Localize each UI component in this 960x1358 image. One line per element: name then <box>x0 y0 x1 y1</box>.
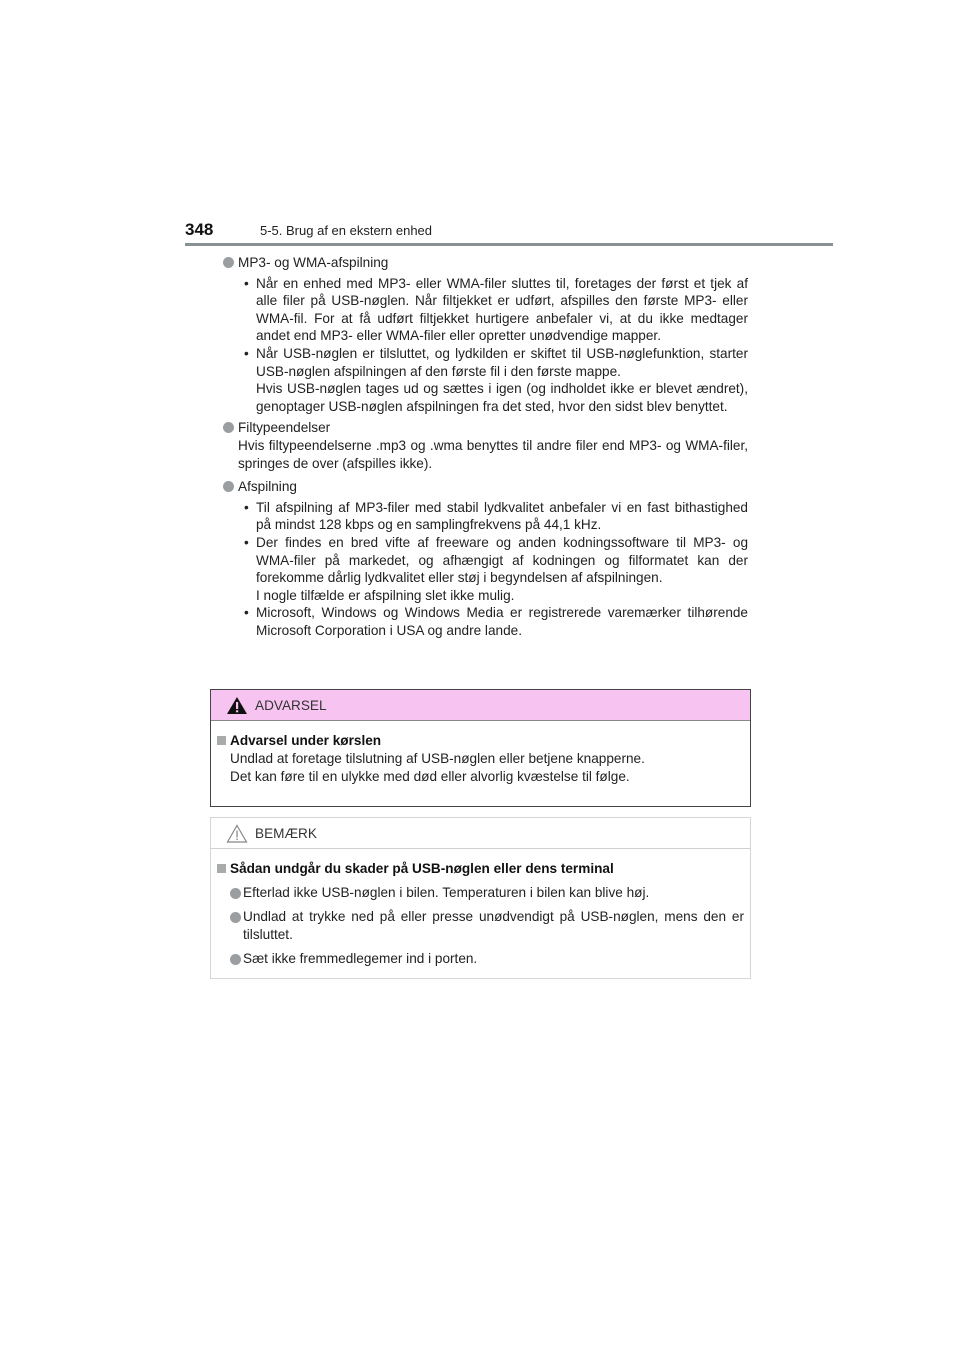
bullet-dot-icon <box>223 257 234 268</box>
topic-text: Hvis filtypeendelserne .mp3 og .wma benyttes til andre filer end MP3- og WMA-filer, springes de over (afspilles ikke). <box>238 437 748 471</box>
note-label: BEMÆRK <box>255 826 317 841</box>
topic-title: MP3- og WMA-afspilning <box>238 255 389 270</box>
header-divider <box>185 243 833 246</box>
warning-box <box>210 689 751 807</box>
bullet-dot-icon <box>223 481 234 492</box>
bullet-dot-icon <box>230 954 241 965</box>
square-bullet-icon <box>217 736 226 745</box>
section-title: 5-5. Brug af en ekstern enhed <box>260 223 433 238</box>
warning-heading: Advarsel under kørslen <box>217 732 744 750</box>
bullet-dot-icon <box>230 912 241 923</box>
bullet-dot-icon <box>230 888 241 899</box>
main-content <box>222 254 748 639</box>
bullet-dot-icon <box>223 422 234 433</box>
topic-playback <box>222 478 748 639</box>
list-item-continuation: Hvis USB-nøglen tages ud og sættes i igen (og indholdet ikke er blevet ændret), genoptager USB-nøglen afspilningen fra det sted, hvor den sidst blev benyttet. <box>256 381 748 414</box>
warning-line: Det kan føre til en ulykke med død eller alvorlig kvæstelse til følge. <box>230 769 630 784</box>
topic-mp3-wma <box>222 254 748 415</box>
warning-line: Undlad at foretage tilslutning af USB-nøglen eller betjene knapperne. <box>230 751 645 766</box>
list-item: • Microsoft, Windows og Windows Media er registrerede varemærker tilhørende Microsoft Corporation i USA og andre lande. <box>244 605 748 638</box>
list-item: • Når en enhed med MP3- eller WMA-filer sluttes til, foretages der først et tjek af alle filer på USB-nøglen. Når filtjekket er udført, afspilles den første MP3- eller WMA-fil. For at få udført filtjekket hurtigere anbefaler vi, at du ikke medtager andet end MP3- eller WMA-filer eller opretter unødvendige mapper. <box>244 275 748 344</box>
list-item: • Der findes en bred vifte af freeware og anden kodningssoftware til MP3- og WMA-filer på markedet, og afhængigt af kodningen og filformatet kan der forekomme dårlig lydkvalitet eller støj i begyndelsen af afspilningen. <box>244 534 748 586</box>
list-item: • Når USB-nøglen er tilsluttet, og lydkilden er skiftet til USB-nøglefunktion, starter USB-nøglen afspilningen af den første fil i den første mappe. <box>244 345 748 379</box>
square-bullet-icon <box>217 864 226 873</box>
note-item: Efterlad ikke USB-nøglen i bilen. Temperaturen i bilen kan blive høj. <box>217 884 744 902</box>
note-box <box>210 817 751 979</box>
note-item: Sæt ikke fremmedlegemer ind i porten. <box>217 950 744 968</box>
topic-file-extensions <box>222 419 748 472</box>
topic-title: Afspilning <box>238 479 297 495</box>
warning-header <box>211 690 750 721</box>
note-item: Undlad at trykke ned på eller presse unødvendigt på USB-nøglen, mens den er tilsluttet. <box>217 908 744 944</box>
note-header <box>211 818 750 849</box>
warning-label: ADVARSEL <box>255 698 327 713</box>
warning-triangle-icon <box>226 696 248 715</box>
list-item: • Til afspilning af MP3-filer med stabil lydkvalitet anbefaler vi en fast bithastighed på mindst 128 kbps og en samplingfrekvens på 44,1 kHz. <box>244 499 748 533</box>
topic-title: Filtypeendelser <box>238 420 331 436</box>
page-header <box>185 218 833 246</box>
page-number: 348 <box>185 220 214 239</box>
note-heading: Sådan undgår du skader på USB-nøglen eller dens terminal <box>217 860 744 878</box>
list-item-continuation: I nogle tilfælde er afspilning slet ikke mulig. <box>256 587 515 603</box>
caution-triangle-icon <box>226 824 248 843</box>
